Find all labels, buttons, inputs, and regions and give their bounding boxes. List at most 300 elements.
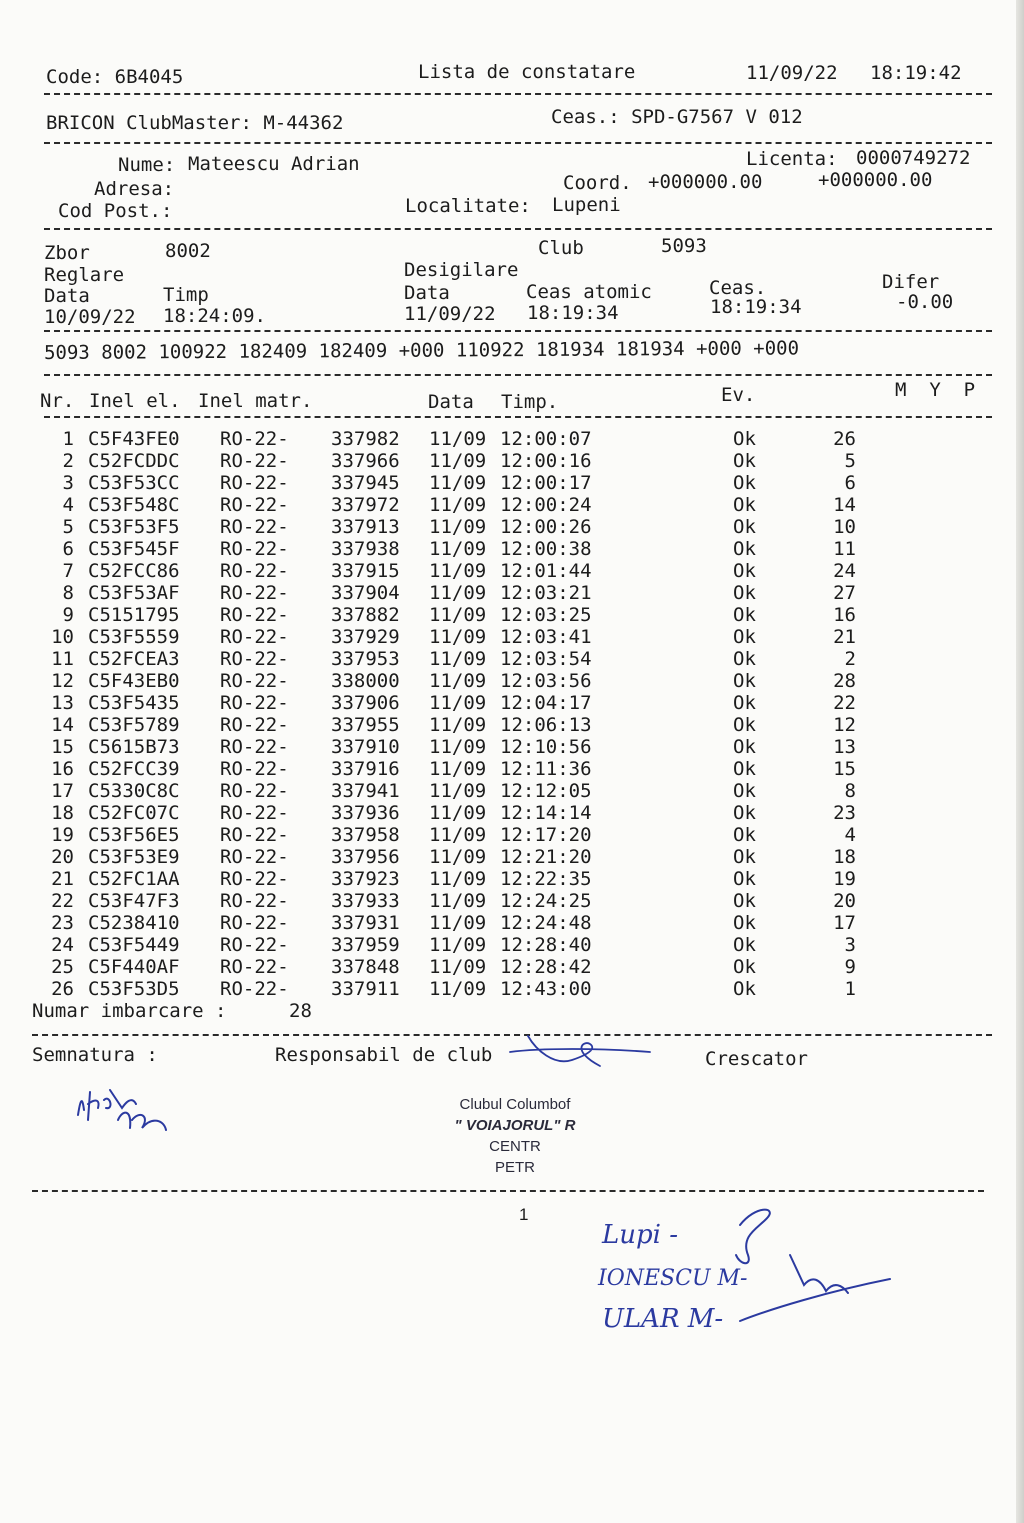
reglare-label: Reglare (44, 264, 125, 286)
row-nr: 21 (51, 868, 74, 890)
row-inel-el: C5F43FE0 (88, 428, 180, 450)
row-ring-series: RO-22- (220, 758, 289, 780)
row-ring-number: 337953 (331, 648, 400, 670)
row-ring-number: 337916 (331, 758, 400, 780)
row-time: 12:00:26 (500, 516, 592, 538)
row-ring-series: RO-22- (220, 670, 289, 692)
row-ring-series: RO-22- (220, 428, 289, 450)
table-row (38, 934, 868, 956)
row-ring-number: 337982 (331, 428, 400, 450)
row-position: 12 (833, 714, 856, 736)
divider (44, 93, 992, 95)
row-position: 19 (833, 868, 856, 890)
row-ring-series: RO-22- (220, 802, 289, 824)
row-inel-el: C53F53F5 (88, 516, 180, 538)
row-time: 12:21:20 (500, 846, 592, 868)
row-ring-number: 337913 (331, 516, 400, 538)
row-date: 11/09 (429, 692, 487, 714)
row-time: 12:12:05 (500, 780, 592, 802)
row-position: 5 (844, 450, 856, 472)
col-inel-matr: Inel matr. (198, 390, 313, 412)
table-row (38, 582, 868, 604)
row-inel-el: C53F53AF (88, 582, 180, 604)
row-inel-el: C52FC07C (88, 802, 180, 824)
col-nr: Nr. (40, 390, 75, 412)
row-ring-series: RO-22- (220, 978, 289, 1000)
table-row (38, 494, 868, 516)
row-event: Ok (733, 956, 756, 978)
row-ring-number: 337915 (331, 560, 400, 582)
divider (44, 228, 992, 230)
row-time: 12:03:21 (500, 582, 592, 604)
row-event: Ok (733, 890, 756, 912)
row-position: 15 (833, 758, 856, 780)
row-event: Ok (733, 846, 756, 868)
table-row (38, 626, 868, 648)
row-time: 12:28:42 (500, 956, 592, 978)
row-inel-el: C5151795 (88, 604, 180, 626)
row-date: 11/09 (429, 472, 487, 494)
table-row (38, 450, 868, 472)
desig-ceas-value: 18:19:34 (710, 296, 802, 318)
row-ring-series: RO-22- (220, 956, 289, 978)
row-time: 12:24:25 (500, 890, 592, 912)
row-ring-number: 337929 (331, 626, 400, 648)
row-position: 16 (833, 604, 856, 626)
row-nr: 3 (62, 472, 74, 494)
row-position: 20 (833, 890, 856, 912)
row-nr: 11 (51, 648, 74, 670)
handwritten-line: Lupi - (602, 1220, 679, 1250)
row-position: 22 (833, 692, 856, 714)
row-nr: 23 (51, 912, 74, 934)
row-date: 11/09 (429, 846, 487, 868)
row-event: Ok (733, 494, 756, 516)
desig-data-value: 11/09/22 (404, 303, 496, 325)
stamp-line: Clubul Columbof (459, 1096, 571, 1113)
row-position: 18 (833, 846, 856, 868)
row-event: Ok (733, 714, 756, 736)
row-event: Ok (733, 802, 756, 824)
row-event: Ok (733, 538, 756, 560)
row-time: 12:06:13 (500, 714, 592, 736)
row-inel-el: C5238410 (88, 912, 180, 934)
row-date: 11/09 (429, 758, 487, 780)
row-ring-series: RO-22- (220, 648, 289, 670)
row-inel-el: C53F545F (88, 538, 180, 560)
row-position: 9 (844, 956, 856, 978)
row-nr: 4 (62, 494, 74, 516)
licenta-label: Licenta: (746, 148, 838, 170)
row-time: 12:00:38 (500, 538, 592, 560)
row-ring-series: RO-22- (220, 780, 289, 802)
ring-table (38, 428, 868, 1000)
row-ring-series: RO-22- (220, 560, 289, 582)
handwritten-line: IONESCU M- (598, 1266, 748, 1291)
row-date: 11/09 (429, 714, 487, 736)
row-ring-number: 337966 (331, 450, 400, 472)
difer-value: -0.00 (896, 291, 954, 313)
row-nr: 15 (51, 736, 74, 758)
row-nr: 26 (51, 978, 74, 1000)
document-title: Lista de constatare (418, 61, 636, 83)
row-event: Ok (733, 428, 756, 450)
table-row (38, 516, 868, 538)
table-row (38, 648, 868, 670)
coord-value-1: +000000.00 (648, 171, 763, 193)
row-position: 2 (844, 648, 856, 670)
row-inel-el: C53F53CC (88, 472, 180, 494)
row-nr: 6 (62, 538, 74, 560)
row-date: 11/09 (429, 780, 487, 802)
row-event: Ok (733, 516, 756, 538)
row-date: 11/09 (429, 978, 487, 1000)
row-event: Ok (733, 670, 756, 692)
row-event: Ok (733, 736, 756, 758)
row-position: 28 (833, 670, 856, 692)
row-nr: 10 (51, 626, 74, 648)
crescator-label: Crescator (705, 1048, 808, 1070)
row-inel-el: C53F5435 (88, 692, 180, 714)
row-time: 12:04:17 (500, 692, 592, 714)
row-date: 11/09 (429, 516, 487, 538)
table-row (38, 846, 868, 868)
row-time: 12:03:54 (500, 648, 592, 670)
code-label: Code: 6B4045 (46, 66, 184, 88)
adresa-label: Adresa: (94, 178, 175, 200)
row-event: Ok (733, 604, 756, 626)
row-ring-series: RO-22- (220, 450, 289, 472)
row-ring-series: RO-22- (220, 538, 289, 560)
stamp-line: CENTR (489, 1138, 541, 1155)
row-event: Ok (733, 692, 756, 714)
row-time: 12:17:20 (500, 824, 592, 846)
row-ring-series: RO-22- (220, 868, 289, 890)
row-ring-series: RO-22- (220, 494, 289, 516)
row-time: 12:43:00 (500, 978, 592, 1000)
row-nr: 16 (51, 758, 74, 780)
col-myp: M Y P (895, 379, 976, 401)
row-date: 11/09 (429, 890, 487, 912)
row-event: Ok (733, 824, 756, 846)
row-time: 12:00:24 (500, 494, 592, 516)
row-inel-el: C53F47F3 (88, 890, 180, 912)
row-time: 12:28:40 (500, 934, 592, 956)
table-row (38, 978, 868, 1000)
row-position: 10 (833, 516, 856, 538)
table-row (38, 538, 868, 560)
row-nr: 17 (51, 780, 74, 802)
imbarcare-value: 28 (289, 1000, 312, 1022)
row-time: 12:00:07 (500, 428, 592, 450)
club-value: 5093 (661, 235, 707, 257)
ceas-label: Ceas. (709, 277, 767, 299)
table-row (38, 670, 868, 692)
row-ring-series: RO-22- (220, 692, 289, 714)
row-event: Ok (733, 912, 756, 934)
table-row (38, 604, 868, 626)
club-stamp (420, 1094, 610, 1178)
row-event: Ok (733, 560, 756, 582)
row-time: 12:00:16 (500, 450, 592, 472)
row-date: 11/09 (429, 648, 487, 670)
row-nr: 8 (62, 582, 74, 604)
row-nr: 25 (51, 956, 74, 978)
row-event: Ok (733, 626, 756, 648)
row-ring-series: RO-22- (220, 736, 289, 758)
row-ring-number: 337941 (331, 780, 400, 802)
handwritten-notes (590, 1195, 900, 1345)
clock-label: Ceas.: SPD-G7567 V 012 (551, 106, 803, 128)
row-date: 11/09 (429, 824, 487, 846)
row-date: 11/09 (429, 604, 487, 626)
reglare-data-value: 10/09/22 (44, 306, 136, 328)
row-time: 12:24:48 (500, 912, 592, 934)
row-position: 6 (844, 472, 856, 494)
row-ring-number: 337882 (331, 604, 400, 626)
row-position: 21 (833, 626, 856, 648)
row-event: Ok (733, 450, 756, 472)
row-time: 12:03:25 (500, 604, 592, 626)
row-date: 11/09 (429, 494, 487, 516)
row-date: 11/09 (429, 956, 487, 978)
row-inel-el: C52FCEA3 (88, 648, 180, 670)
row-ring-number: 337958 (331, 824, 400, 846)
row-position: 24 (833, 560, 856, 582)
row-ring-number: 337923 (331, 868, 400, 890)
table-row (38, 912, 868, 934)
row-ring-series: RO-22- (220, 912, 289, 934)
row-date: 11/09 (429, 868, 487, 890)
row-date: 11/09 (429, 934, 487, 956)
device-label: BRICON ClubMaster: M-44362 (46, 112, 344, 134)
row-nr: 12 (51, 670, 74, 692)
row-ring-number: 337931 (331, 912, 400, 934)
table-row (38, 428, 868, 450)
row-ring-series: RO-22- (220, 890, 289, 912)
table-row (38, 802, 868, 824)
localitate-value: Lupeni (552, 194, 621, 216)
divider (44, 374, 992, 376)
row-nr: 20 (51, 846, 74, 868)
coord-value-2: +000000.00 (818, 169, 933, 191)
reglare-data-label: Data (44, 285, 90, 307)
row-time: 12:03:56 (500, 670, 592, 692)
localitate-label: Localitate: (405, 195, 531, 217)
signature-responsabil (500, 1030, 660, 1075)
table-row (38, 472, 868, 494)
row-date: 11/09 (429, 560, 487, 582)
row-inel-el: C5615B73 (88, 736, 180, 758)
row-ring-number: 337904 (331, 582, 400, 604)
divider (44, 416, 992, 418)
stamp-line: " VOIAJORUL" R (454, 1117, 576, 1134)
zbor-value: 8002 (165, 240, 211, 262)
header-date: 11/09/22 (746, 62, 838, 84)
row-time: 12:03:41 (500, 626, 592, 648)
row-ring-number: 337959 (331, 934, 400, 956)
row-ring-series: RO-22- (220, 846, 289, 868)
row-inel-el: C5F440AF (88, 956, 180, 978)
row-ring-number: 337972 (331, 494, 400, 516)
row-inel-el: C5330C8C (88, 780, 180, 802)
row-position: 4 (844, 824, 856, 846)
row-nr: 14 (51, 714, 74, 736)
handwritten-line: ULAR M- (602, 1304, 724, 1334)
row-date: 11/09 (429, 538, 487, 560)
row-inel-el: C5F43EB0 (88, 670, 180, 692)
row-inel-el: C52FC1AA (88, 868, 180, 890)
row-time: 12:14:14 (500, 802, 592, 824)
row-time: 12:11:36 (500, 758, 592, 780)
row-ring-number: 337936 (331, 802, 400, 824)
row-ring-number: 337938 (331, 538, 400, 560)
row-ring-series: RO-22- (220, 824, 289, 846)
semnatura-label: Semnatura : (32, 1044, 158, 1066)
difer-label: Difer (882, 271, 940, 293)
row-ring-series: RO-22- (220, 472, 289, 494)
row-date: 11/09 (429, 428, 487, 450)
divider (32, 1190, 984, 1192)
coord-label: Coord. (563, 172, 632, 194)
row-inel-el: C53F548C (88, 494, 180, 516)
row-inel-el: C52FCC86 (88, 560, 180, 582)
row-ring-number: 337945 (331, 472, 400, 494)
row-position: 14 (833, 494, 856, 516)
col-data: Data (428, 391, 474, 413)
row-ring-series: RO-22- (220, 516, 289, 538)
row-nr: 19 (51, 824, 74, 846)
row-inel-el: C52FCC39 (88, 758, 180, 780)
row-inel-el: C53F5559 (88, 626, 180, 648)
table-row (38, 714, 868, 736)
row-nr: 18 (51, 802, 74, 824)
codpost-label: Cod Post.: (58, 200, 173, 222)
nume-label: Nume: (118, 154, 176, 176)
col-inel-el: Inel el. (89, 390, 181, 412)
row-event: Ok (733, 978, 756, 1000)
row-inel-el: C53F53D5 (88, 978, 180, 1000)
owner-name: Mateescu Adrian (188, 153, 360, 175)
row-inel-el: C53F53E9 (88, 846, 180, 868)
table-row (38, 560, 868, 582)
licenta-value: 0000749272 (856, 147, 971, 169)
row-event: Ok (733, 868, 756, 890)
row-position: 17 (833, 912, 856, 934)
divider (44, 142, 992, 144)
signature-semnatura (70, 1080, 180, 1150)
code-line: 5093 8002 100922 182409 182409 +000 110922 181934 181934 +000 +000 (44, 337, 800, 364)
club-label: Club (538, 237, 584, 259)
row-event: Ok (733, 472, 756, 494)
row-nr: 24 (51, 934, 74, 956)
row-ring-number: 337848 (331, 956, 400, 978)
row-position: 3 (844, 934, 856, 956)
row-position: 13 (833, 736, 856, 758)
desig-data-label: Data (404, 282, 450, 304)
row-ring-series: RO-22- (220, 714, 289, 736)
row-event: Ok (733, 780, 756, 802)
row-nr: 1 (62, 428, 74, 450)
imbarcare-label: Numar imbarcare : (32, 1000, 227, 1022)
row-date: 11/09 (429, 802, 487, 824)
row-ring-series: RO-22- (220, 604, 289, 626)
col-timp: Timp. (501, 391, 559, 413)
row-date: 11/09 (429, 736, 487, 758)
row-ring-number: 337955 (331, 714, 400, 736)
row-nr: 9 (62, 604, 74, 626)
row-nr: 2 (62, 450, 74, 472)
zbor-label: Zbor (44, 242, 90, 264)
row-time: 12:10:56 (500, 736, 592, 758)
row-time: 12:22:35 (500, 868, 592, 890)
row-ring-series: RO-22- (220, 582, 289, 604)
row-position: 1 (844, 978, 856, 1000)
paper-edge (1016, 0, 1024, 1523)
row-position: 27 (833, 582, 856, 604)
row-event: Ok (733, 582, 756, 604)
row-ring-series: RO-22- (220, 934, 289, 956)
row-ring-number: 337933 (331, 890, 400, 912)
row-date: 11/09 (429, 450, 487, 472)
page-number: 1 (519, 1205, 529, 1224)
table-row (38, 780, 868, 802)
table-row (38, 692, 868, 714)
divider (44, 330, 992, 332)
row-nr: 13 (51, 692, 74, 714)
table-row (38, 824, 868, 846)
reglare-timp-value: 18:24:09. (163, 305, 266, 327)
row-time: 12:01:44 (500, 560, 592, 582)
row-position: 23 (833, 802, 856, 824)
row-inel-el: C53F56E5 (88, 824, 180, 846)
row-event: Ok (733, 934, 756, 956)
responsabil-label: Responsabil de club (275, 1044, 493, 1066)
row-ring-number: 338000 (331, 670, 400, 692)
desig-atomic-value: 18:19:34 (527, 302, 619, 324)
table-row (38, 890, 868, 912)
header-time: 18:19:42 (870, 62, 962, 84)
row-inel-el: C52FCDDC (88, 450, 180, 472)
row-position: 8 (844, 780, 856, 802)
row-nr: 7 (62, 560, 74, 582)
row-ring-number: 337911 (331, 978, 400, 1000)
row-ring-series: RO-22- (220, 626, 289, 648)
row-ring-number: 337910 (331, 736, 400, 758)
row-date: 11/09 (429, 626, 487, 648)
row-position: 11 (833, 538, 856, 560)
row-event: Ok (733, 648, 756, 670)
reglare-timp-label: Timp (163, 284, 209, 306)
row-event: Ok (733, 758, 756, 780)
desigilare-label: Desigilare (404, 259, 519, 281)
row-date: 11/09 (429, 670, 487, 692)
row-date: 11/09 (429, 582, 487, 604)
ceas-atomic-label: Ceas atomic (526, 281, 652, 303)
row-time: 12:00:17 (500, 472, 592, 494)
row-nr: 5 (62, 516, 74, 538)
table-row (38, 758, 868, 780)
row-inel-el: C53F5449 (88, 934, 180, 956)
row-position: 26 (833, 428, 856, 450)
row-ring-number: 337956 (331, 846, 400, 868)
row-nr: 22 (51, 890, 74, 912)
row-inel-el: C53F5789 (88, 714, 180, 736)
table-row (38, 868, 868, 890)
row-ring-number: 337906 (331, 692, 400, 714)
stamp-line: PETR (494, 1159, 535, 1176)
row-date: 11/09 (429, 912, 487, 934)
